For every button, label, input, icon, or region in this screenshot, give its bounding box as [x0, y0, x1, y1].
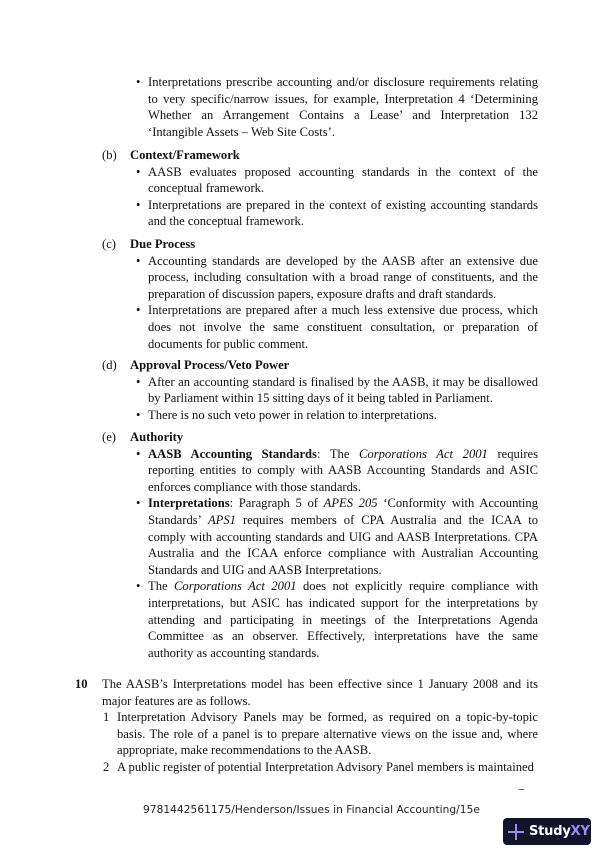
paragraph-10 — [0, 676, 612, 776]
section-b — [0, 147, 612, 230]
item-text: Interpretation Advisory Panels may be formed, as required on a topic-by-topic basis. The role of a panel is to prepare alternative views on the issue and, where appropriate, make recommendations to the AASB. — [117, 710, 538, 758]
bullet-text: There is no such veto power in relation to interpretations. — [148, 407, 437, 422]
bullet-icon: • — [136, 407, 141, 422]
bullet-text: Interpretations are prepared after a much less extensive due process, which does not involve the same constituent consultation, or preparation of documents for public comment. — [148, 303, 538, 351]
legislation-title: Corporations Act 2001 — [359, 446, 488, 461]
list-item — [0, 578, 612, 661]
section-e — [0, 429, 612, 661]
numbered-item — [0, 709, 612, 759]
section-heading — [0, 357, 612, 374]
section-heading — [0, 147, 612, 164]
bullet-text: Accounting standards are developed by the AASB after an extensive due process, including consultation with a broad range of constituents, and the preparation of discussion papers, exposure drafts and draft standards. — [148, 253, 538, 301]
section-label: (d) — [102, 358, 117, 372]
section-title: Context/Framework — [130, 148, 240, 162]
list-item — [0, 253, 612, 303]
bullet-icon: • — [136, 164, 141, 179]
bullet-text: After an accounting standard is finalised by the AASB, it may be disallowed by Parliament within 15 sitting days of it being tabled in Parliament. — [148, 374, 538, 406]
bullet-lead: AASB Accounting Standards — [148, 446, 317, 461]
bullet-icon: • — [136, 253, 141, 268]
bullet-icon: • — [136, 75, 141, 89]
standard-title: APS1 — [207, 512, 236, 527]
bullet-text: requires members of CPA Australia and the ICAA to comply with accounting standards and UIG and AASB Interpretations. CPA Australia and the ICAA enforce compliance with Australian Accounting Standards and UIG and AASB Interpretations. — [148, 512, 539, 577]
bullet-icon: • — [136, 446, 141, 461]
bullet-icon: • — [136, 496, 141, 511]
bullet-icon: • — [136, 303, 141, 318]
section-d — [0, 357, 612, 423]
list-item — [0, 302, 612, 352]
brand-main: Study — [529, 824, 571, 839]
bullet-lead: Interpretations — [148, 496, 230, 511]
paragraph — [0, 676, 612, 709]
list-item — [0, 374, 612, 407]
section-title: Authority — [130, 430, 184, 444]
item-text: A public register of potential Interpretation Advisory Panel members is maintained — [117, 759, 534, 774]
section-title: Due Process — [130, 237, 196, 251]
bullet-icon: • — [136, 579, 141, 594]
bullet-text: Interpretations prescribe accounting and/or disclosure requirements relating to very specific/narrow issues, for example, Interpretation 4 ‘Determining Whether an Arrangement Contains a Lease’ and Interpretation 132 ‘Intangible Assets – Web Site Costs’. — [148, 75, 538, 139]
bullet-text: : The — [316, 446, 360, 461]
bullet-text: : Paragraph 5 of — [229, 496, 324, 511]
standard-title: APES 205 — [323, 496, 378, 511]
section-title: Approval Process/Veto Power — [130, 358, 290, 372]
section-heading — [0, 236, 612, 253]
studyxy-logo[interactable] — [503, 818, 591, 845]
bullet-icon: • — [136, 374, 141, 389]
footer-citation: 9781442561175/Henderson/Issues in Financial Accounting/15e — [143, 804, 480, 816]
section-label: (c) — [102, 237, 116, 251]
brand-name — [529, 824, 590, 839]
item-number: 1 — [103, 710, 110, 725]
bullet-text: ‘Conformity with Accounting Standards’ — [148, 496, 538, 527]
list-item — [0, 74, 612, 140]
bullet-text: The — [148, 579, 175, 594]
numbered-item — [0, 759, 612, 776]
section-label: (b) — [102, 148, 117, 162]
plus-icon — [508, 824, 524, 840]
item-number: 2 — [103, 759, 110, 774]
paragraph-text: The AASB’s Interpretations model has been effective since 1 January 2008 and its major features are as follows. — [102, 677, 538, 708]
list-item — [0, 446, 612, 496]
list-item — [0, 407, 612, 424]
brand-accent: XY — [570, 824, 590, 839]
intro-bullet-block — [0, 74, 612, 140]
bullet-text: requires reporting entities to comply with AASB Accounting Standards and ASIC enforces compliance with those standards. — [148, 446, 538, 494]
section-label: (e) — [102, 430, 116, 444]
bullet-text: Interpretations are prepared in the context of existing accounting standards and the conceptual framework. — [148, 197, 538, 229]
legislation-title: Corporations Act 2001 — [174, 579, 297, 594]
paragraph-number: 10 — [75, 677, 88, 691]
list-item — [0, 495, 612, 578]
list-item — [0, 197, 612, 230]
bullet-text: does not explicitly require compliance with interpretations, but ASIC has indicated support for the interpretations by attending and participating in meetings of the Interpretations Agenda Committee as an observer. Effectively, interpretations have the same authority as accounting standards. — [148, 579, 539, 660]
list-item — [0, 164, 612, 197]
section-heading — [0, 429, 612, 446]
footer-dash — [519, 789, 524, 790]
bullet-icon: • — [136, 197, 141, 212]
section-c — [0, 236, 612, 352]
bullet-text: AASB evaluates proposed accounting standards in the context of the conceptual framework. — [148, 164, 538, 196]
